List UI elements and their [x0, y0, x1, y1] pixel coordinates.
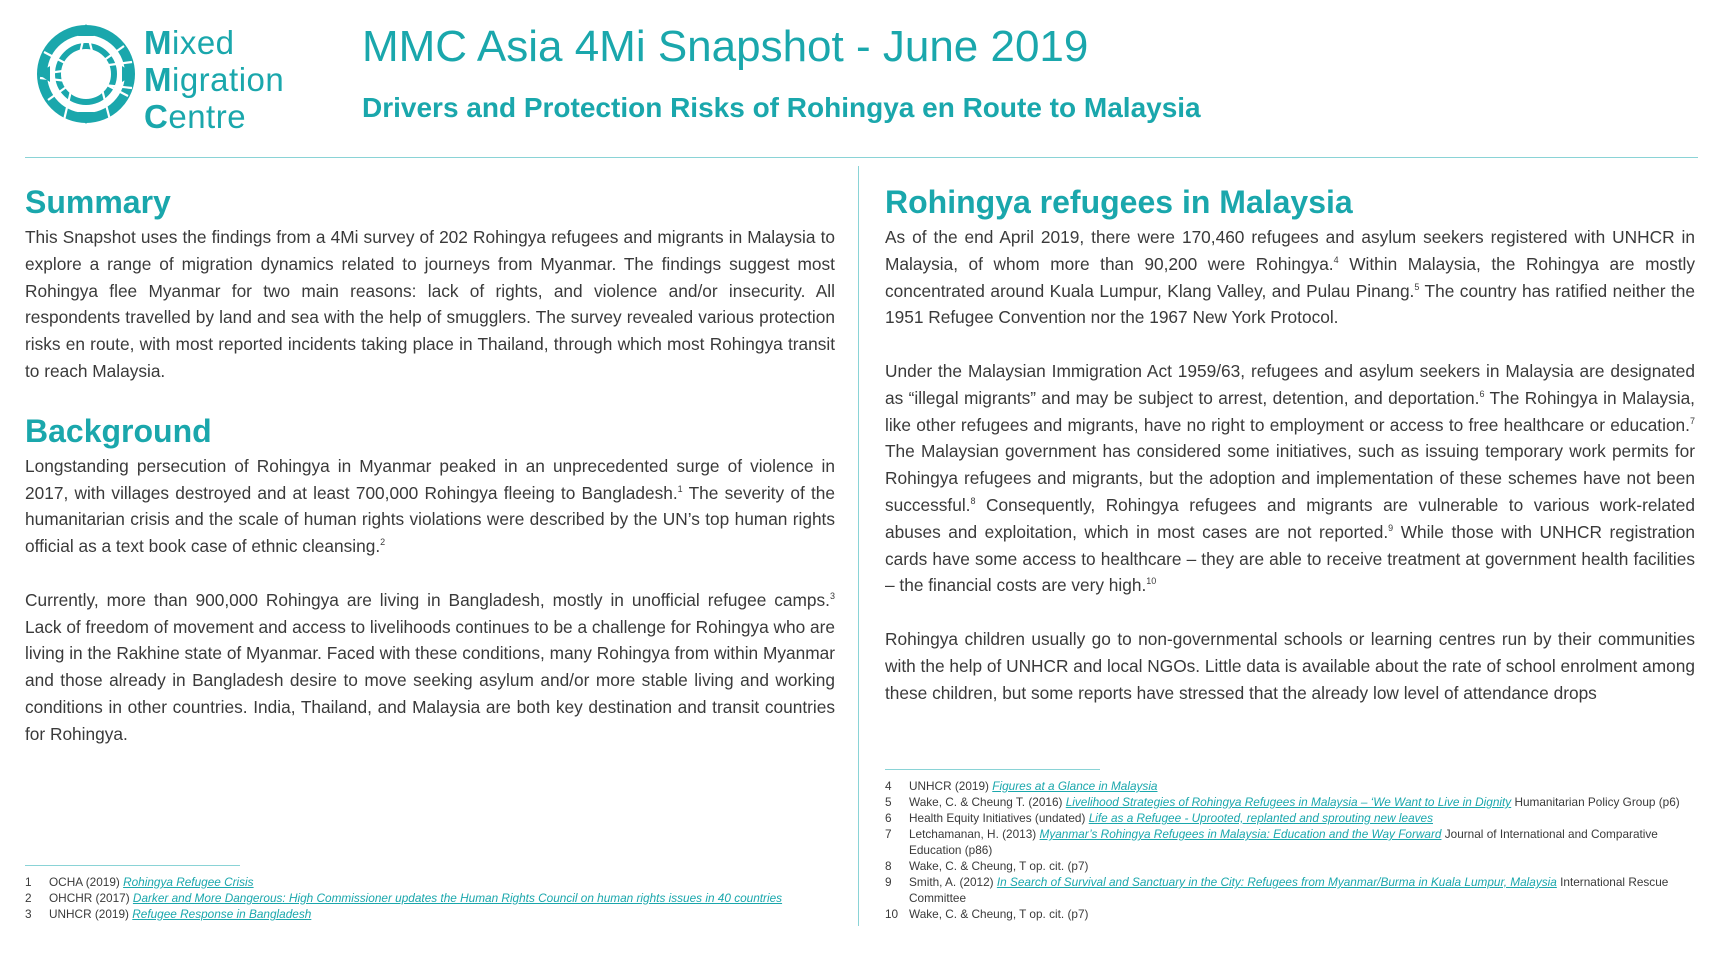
background-paragraph-2: Currently, more than 900,000 Rohingya are living in Bangladesh, mostly in unofficial refugee camps.$^3$ Lack of freedom of movement and access to livelihoods continues to be a challenge for Rohingya who are living in the Rakhine state of Myanmar. Faced with these conditions, many Rohingya from within Myanmar and those already in Bangladesh desire to move seeking asylum and/or more stable living and working conditions in other countries. India, Thailand, and Malaysia are both key destination and transit countries for Rohingya. — [25, 589, 835, 744]
footnote-ref-8[interactable]: 8 — [970, 495, 976, 506]
page-header — [0, 0, 1713, 160]
malaysia-paragraph-3: Rohingya children usually go to non-governmental schools or learning centres run by their communities with the help of UNHCR and local NGOs. Little data is available about the rate of school enrolment among these children, but some reports have stressed that the already low level of attendance drops — [885, 628, 1695, 703]
page-subtitle: Drivers and Protection Risks of Rohingya en Route to Malaysia — [362, 92, 1201, 123]
header-divider — [25, 157, 1698, 158]
footnote-ref-4[interactable]: 4 — [1333, 254, 1339, 265]
footnote-link[interactable]: Life as a Refugee - Uprooted, replanted and sprouting new leaves — [1088, 811, 1433, 825]
footnote-ref-1[interactable]: 1 — [677, 483, 683, 494]
footnote-item: 9 Smith, A. (2012) In Search of Survival and Sanctuary in the City: Refugees from Myanmar/Burma in Kuala Lumpur, Malaysia International Rescue Committee — [885, 875, 1669, 905]
footnote-ref-5[interactable]: 5 — [1414, 281, 1420, 292]
footnotes-right — [885, 778, 1685, 922]
background-paragraph-1: Longstanding persecution of Rohingya in Myanmar peaked in an unprecedented surge of violence in 2017, with villages destroyed and at least 700,000 Rohingya fleeing to Bangladesh.$^1$ The severity of the humanitarian crisis and the scale of human rights violations were described by the UN’s top human rights official as a text book case of ethnic cleansing.$^2$ — [25, 455, 835, 557]
footnote-rule-left — [25, 865, 240, 866]
footnote-item: 6 Health Equity Initiatives (undated) Life as a Refugee - Uprooted, replanted and sprouting new leaves — [885, 811, 1433, 825]
footnotes-left — [25, 874, 825, 922]
footnote-ref-7[interactable]: 7 — [1689, 415, 1695, 426]
footnote-item: 5 Wake, C. & Cheung T. (2016) Livelihood Strategies of Rohingya Refugees in Malaysia – ‘We Want to Live in Dignity Humanitarian Policy Group (p6) — [885, 795, 1680, 809]
footnote-ref-6[interactable]: 6 — [1479, 388, 1485, 399]
left-column — [25, 180, 835, 748]
footnote-item: 4 UNHCR (2019) Figures at a Glance in Malaysia — [885, 779, 1158, 793]
footnote-link[interactable]: Darker and More Dangerous: High Commissioner updates the Human Rights Council on human rights issues in 40 countries — [132, 891, 783, 905]
right-column — [885, 180, 1695, 706]
footnote-item: 1 OCHA (2019) Rohingya Refugee Crisis — [25, 875, 254, 889]
malaysia-paragraph-2: Under the Malaysian Immigration Act 1959/63, refugees and asylum seekers in Malaysia are designated as “illegal migrants” and may be subject to arrest, detention, and deportation.$^6$ The Rohingya in Malaysia, like other refugees and migrants, have no right to employment or access to free healthcare or education.$^7$ The Malaysian government has considered some initiatives, such as issuing temporary work permits for Rohingya refugees and migrants, but the adoption and implementation of these schemes have not been successful.$^8$ Consequently, Rohingya refugees and migrants are vulnerable to various work-related abuses and exploitation, which in most cases are not reported.$^9$ While those with UNHCR registration cards have some access to healthcare – they are able to receive treatment at government health facilities – the financial costs are very high.$^{10}$ — [885, 360, 1695, 596]
footnote-item: 3 UNHCR (2019) Refugee Response in Bangladesh — [25, 907, 312, 921]
footnote-ref-9[interactable]: 9 — [1388, 522, 1394, 533]
page-title: MMC Asia 4Mi Snapshot - June 2019 — [362, 22, 1089, 71]
column-divider — [858, 166, 859, 926]
footnote-item: 2 OHCHR (2017) Darker and More Dangerous: High Commissioner updates the Human Rights Council on human rights issues in 40 countries — [25, 891, 783, 905]
logo-emblem-icon — [34, 22, 138, 126]
footnote-link[interactable]: Refugee Response in Bangladesh — [132, 907, 312, 921]
footnote-link[interactable]: Myanmar’s Rohingya Refugees in Malaysia: Education and the Way Forward — [1039, 827, 1442, 841]
footnote-item: 7 Letchamanan, H. (2013) Myanmar’s Rohingya Refugees in Malaysia: Education and the Way Forward Journal of International and Comparative Education (p86) — [885, 827, 1658, 857]
background-heading: Background — [25, 412, 212, 449]
logo-wordmark: Mixed Migration Centre — [144, 24, 285, 135]
footnote-link[interactable]: Figures at a Glance in Malaysia — [992, 779, 1158, 793]
summary-heading: Summary — [25, 184, 171, 220]
footnote-rule-right — [885, 769, 1100, 770]
footnote-link[interactable]: Rohingya Refugee Crisis — [123, 875, 254, 889]
footnote-ref-10[interactable]: 10 — [1146, 576, 1157, 587]
footnote-item: 10 Wake, C. & Cheung, T op. cit. (p7) — [885, 907, 1089, 921]
footnote-ref-2[interactable]: 2 — [380, 537, 386, 548]
footnote-ref-3[interactable]: 3 — [829, 590, 835, 601]
summary-paragraph: This Snapshot uses the findings from a 4Mi survey of 202 Rohingya refugees and migrants in Malaysia to explore a range of migration dynamics related to journeys from Myanmar. The findings suggest most Rohingya flee Myanmar for two main reasons: lack of rights, and violence and/or insecurity. All respondents travelled by land and sea with the help of smugglers. The survey revealed various protection risks en route, with most reported incidents taking place in Thailand, through which most Rohingya transit to reach Malaysia. — [25, 227, 835, 381]
footnote-link[interactable]: In Search of Survival and Sanctuary in the City: Refugees from Myanmar/Burma in Kuala Lumpur, Malaysia — [996, 875, 1557, 889]
footnote-item: 8 Wake, C. & Cheung, T op. cit. (p7) — [885, 859, 1089, 873]
mmc-logo — [34, 22, 304, 135]
footnote-link[interactable]: Livelihood Strategies of Rohingya Refugees in Malaysia – ‘We Want to Live in Dignity — [1065, 795, 1512, 809]
malaysia-heading: Rohingya refugees in Malaysia — [885, 184, 1353, 220]
malaysia-paragraph-1: As of the end April 2019, there were 170,460 refugees and asylum seekers registered with UNHCR in Malaysia, of whom more than 90,200 were Rohingya.$^4$ Within Malaysia, the Rohingya are mostly concentrated around Kuala Lumpur, Klang Valley, and Pulau Pinang.$^5$ The country has ratified neither the 1951 Refugee Convention nor the 1967 New York Protocol. — [885, 227, 1695, 328]
